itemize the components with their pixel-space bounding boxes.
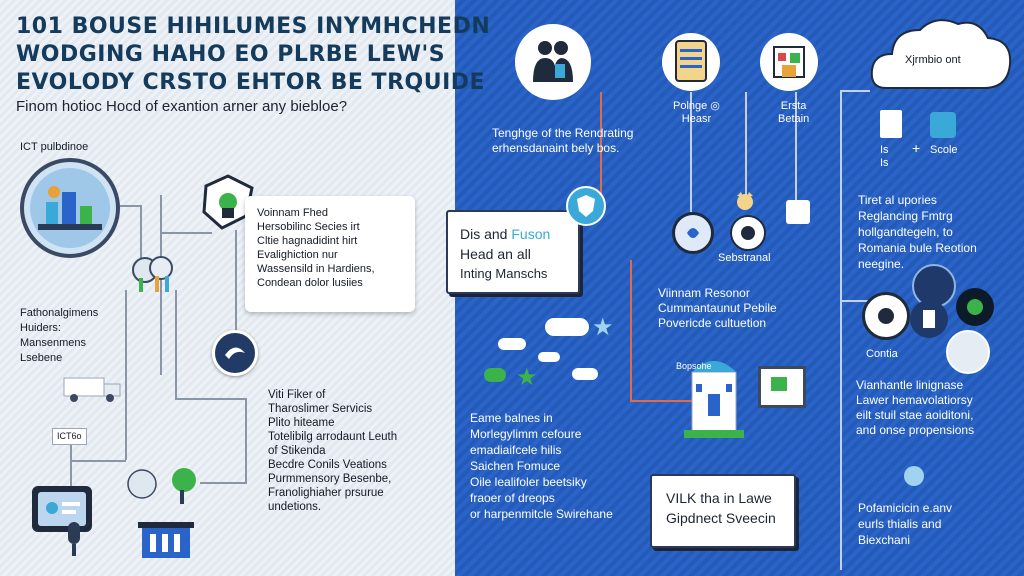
card-line: Wassensild in Hardiens, bbox=[257, 263, 375, 275]
plus-sign: + bbox=[912, 140, 921, 156]
cloud-icon bbox=[866, 8, 1016, 98]
microphone-icon bbox=[62, 520, 86, 560]
card-line: Voinnam Fhed bbox=[257, 207, 328, 219]
document-icon bbox=[662, 33, 720, 91]
card-line: Hersobilinc Secies irt bbox=[257, 221, 360, 233]
drop-icon bbox=[904, 466, 924, 486]
picture-frame-icon bbox=[758, 366, 806, 408]
card-line: Purmmensory Besenbe, bbox=[268, 473, 392, 485]
tool-icon bbox=[880, 110, 902, 138]
region-text: Tiret al upories Reglancing Fmtrg hollgandtegeln, to Romania bule Reotion neegine. bbox=[858, 193, 977, 271]
card-line: Condean dolor lusiies bbox=[257, 277, 363, 289]
cloud-small-icon bbox=[572, 368, 598, 380]
eco-building-icon bbox=[120, 462, 210, 562]
center-card-pre: Dis and bbox=[460, 226, 512, 242]
connector-line bbox=[70, 460, 126, 462]
bottom-left-text: Eame balnes in Morlegylimm cefoure emadiaifcele hilis Saichen Fomuce Oile lealifoler beetsiky fraoer of dreops or harpenmitcle Swirehane bbox=[470, 411, 613, 521]
card-line: Cltie hagnadidint hirt bbox=[257, 235, 358, 247]
estate-label: Ersta Betain bbox=[778, 100, 810, 125]
plus-right-label: Scole bbox=[930, 144, 958, 156]
connector-line bbox=[745, 92, 747, 202]
card-line: Totelibilg arrodaunt Leuth bbox=[268, 431, 398, 443]
section-label: ICT pulbdinoe bbox=[20, 141, 89, 153]
node-security-icon bbox=[672, 212, 714, 254]
card-line: Tharoslimer Servicis bbox=[268, 403, 373, 415]
police-label: Polnge ◎ Heasr bbox=[673, 100, 720, 125]
bottom-right-text: Pofamicicin e.anv eurls thialis and Biexchani bbox=[858, 501, 953, 547]
leaf-icon bbox=[956, 288, 994, 326]
connector-line bbox=[630, 260, 632, 400]
cloud-small-icon bbox=[498, 338, 526, 350]
teaching-text: Tenghge of the Rendrating erhensdanaint bely bos. bbox=[492, 126, 634, 155]
center-highlight-card bbox=[446, 210, 580, 294]
vietnam-text: Viinnam Resonor Cummantaunut Pebile Povericde cultuetion bbox=[658, 286, 777, 330]
services-text-block bbox=[268, 388, 397, 514]
storefront-icon bbox=[760, 33, 818, 91]
cloud-small-icon bbox=[538, 352, 560, 362]
side-list bbox=[20, 306, 98, 366]
network-icon bbox=[946, 330, 990, 374]
connector-line bbox=[175, 398, 245, 400]
center-card-line-3: Inting Manschs bbox=[460, 266, 548, 281]
star-icon: ★ bbox=[592, 314, 614, 341]
star-icon: ★ bbox=[516, 364, 538, 391]
government-building-icon bbox=[684, 344, 744, 444]
connector-line bbox=[840, 90, 870, 92]
small-badge: ICT6o bbox=[52, 428, 87, 445]
card-line: of Stikenda bbox=[268, 445, 326, 457]
center-card-emphasis: Fuson bbox=[511, 226, 551, 242]
subtitle: Finom hotioc Hocd of exantion arner any biebloe? bbox=[16, 98, 348, 115]
trees-icon bbox=[125, 252, 185, 296]
bag-icon bbox=[930, 112, 956, 138]
connector-line bbox=[235, 230, 237, 345]
document-dark-icon bbox=[910, 300, 948, 338]
cloud-label: Xjrmbio ont bbox=[905, 54, 961, 66]
side-list-item: Lsebene bbox=[20, 352, 63, 364]
shield-badge-icon bbox=[566, 186, 606, 226]
central-label: Contia bbox=[866, 348, 898, 360]
node-lock-icon bbox=[786, 200, 810, 224]
truck-icon bbox=[60, 372, 126, 404]
bottom-highlight-card bbox=[650, 474, 796, 548]
side-list-item: Mansenmens bbox=[20, 337, 87, 349]
card-line: Franolighiaher prsurue bbox=[268, 487, 384, 499]
gear-icon bbox=[862, 292, 910, 340]
info-card-services bbox=[245, 196, 415, 312]
title-line-3: EVOLODY CRSTO EHTOR BE TRQUIDE bbox=[16, 70, 486, 95]
globe-illustration bbox=[20, 158, 120, 258]
plus-left-label: Is Is bbox=[880, 144, 889, 169]
title-line-1: 101 BOUSE HIHILUMES INYMHCHEDN bbox=[16, 14, 491, 39]
business-people-icon bbox=[515, 24, 591, 100]
card-line: Viti Fiker of bbox=[268, 389, 326, 401]
cloud-green-icon bbox=[484, 368, 506, 382]
node-camera-icon bbox=[730, 215, 766, 251]
city-icon bbox=[24, 162, 116, 254]
sub-node-label: Sebstranal bbox=[718, 252, 771, 264]
vn-text: Vianhantle linignase Lawer hemavolatiorsy eilt stuil stae aoiditoni, and onse propensions bbox=[856, 378, 975, 437]
connector-line bbox=[70, 440, 72, 488]
card-line: Evalighiction nur bbox=[257, 249, 338, 261]
bottom-card-line-1: VILK tha in Lawe bbox=[666, 490, 772, 506]
center-card-line-2: Head an all bbox=[460, 246, 531, 262]
cloud-small-icon bbox=[545, 318, 589, 336]
card-line: Becdre Conils Veations bbox=[268, 459, 387, 471]
connector-line bbox=[840, 90, 842, 570]
side-list-item: Huiders: bbox=[20, 322, 61, 334]
card-line: Plito hiteame bbox=[268, 417, 335, 429]
bottom-card-line-2: Gipdnect Sveecin bbox=[666, 510, 776, 526]
connector-line bbox=[245, 398, 247, 483]
card-line: undetions. bbox=[268, 501, 322, 513]
connector-line bbox=[175, 290, 177, 400]
cat-icon bbox=[732, 190, 758, 212]
compass-badge-icon bbox=[212, 330, 258, 376]
building-label: Bopsohe bbox=[676, 361, 712, 371]
title-line-2: WODGING HAHO EO PLRBE LEW'S bbox=[16, 42, 446, 67]
side-list-item: Fathonalgimens bbox=[20, 307, 99, 319]
